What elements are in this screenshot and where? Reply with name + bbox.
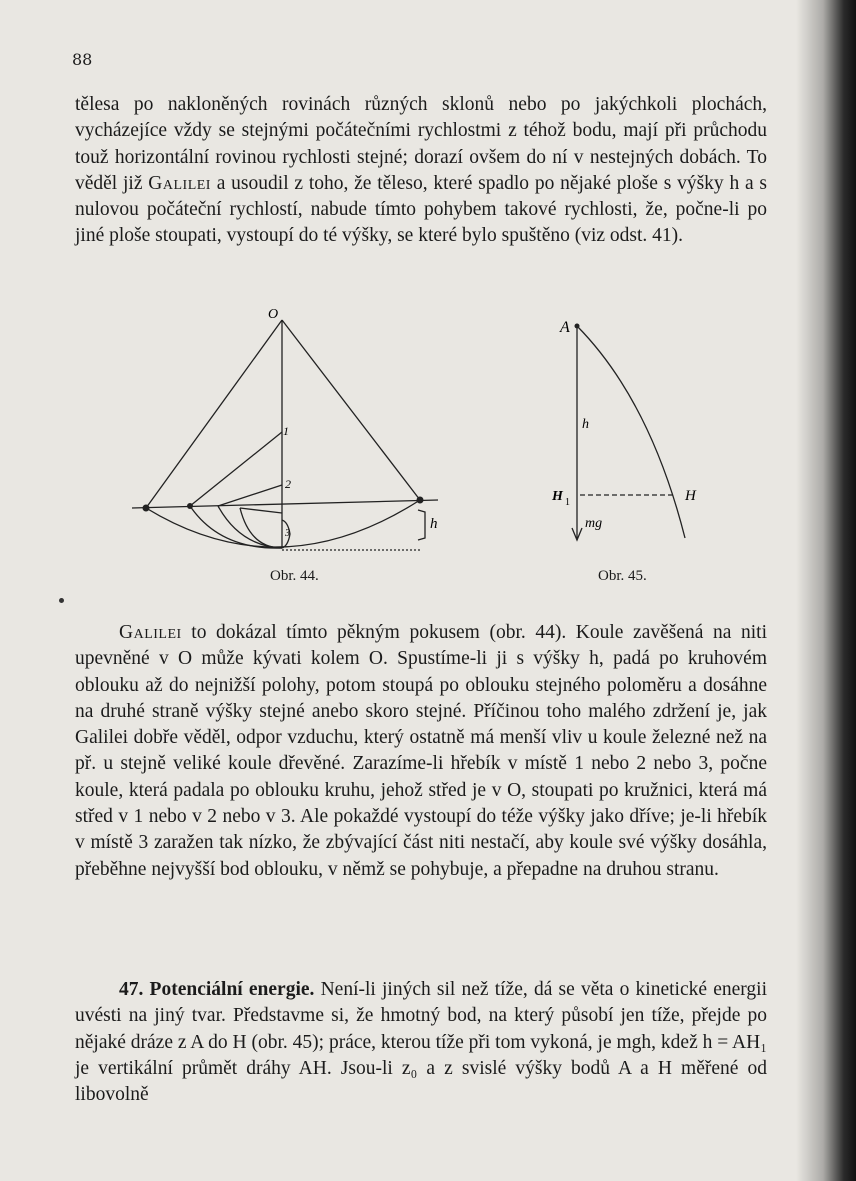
paragraph-3-text: Není-li jiných sil než tíže, dá se věta o kinetické energii uvésti na jiný tvar. Představme si, že hmotný bod, na který působí jen tíže, přejde po nějaké dráze z A do H (obr. 45); práce, kterou tíže při tom vykoná, je mgh, kdež h = AH₁ je vertikální průmět dráhy AH. Jsou-li z₀ a z svislé výšky bodů A a H měřené od libovolně bbox=[75, 979, 767, 1106]
paragraph-1-text-a: tělesa po nakloněných rovinách různých sklonů nebo po jakýchkoli plochách, vycházejíce vždy se stejnými počátečními rychlostmi z téhož bodu, mají při průchodu touž horizontální rovinou rychlosti stejné; dorazí ovšem do ní v nestejných dobách. To věděl již bbox=[75, 94, 767, 194]
label-mg: mg bbox=[585, 516, 603, 531]
paragraph-2 bbox=[75, 620, 767, 883]
label-3: 3 bbox=[285, 528, 290, 539]
label-O: O bbox=[268, 307, 279, 322]
section-heading: 47. Potenciální energie. bbox=[119, 979, 315, 1000]
figure-45-path-diagram bbox=[540, 310, 720, 550]
paragraph-2-name: Galilei bbox=[119, 622, 182, 643]
figure-44-caption: Obr. 44. bbox=[270, 568, 319, 584]
stray-mark bbox=[59, 598, 64, 603]
horizontal-level-line bbox=[132, 500, 438, 508]
figure-45-caption: Obr. 45. bbox=[598, 568, 647, 584]
string-left bbox=[146, 320, 282, 508]
label-H1: H bbox=[552, 489, 563, 504]
paragraph-1-name: Galilei bbox=[148, 172, 211, 194]
label-A: A bbox=[560, 319, 570, 336]
label-2: 2 bbox=[285, 477, 291, 491]
figure-44-pendulum-diagram bbox=[120, 300, 460, 565]
label-H: H bbox=[685, 488, 696, 504]
label-h: h bbox=[582, 417, 589, 432]
paragraph-2-text: to dokázal tímto pěkným pokusem (obr. 44). Koule zavěšená na niti upevněné v O může kývati kolem O. Spustíme-li ji s výšky h, padá po kruhovém oblouku až do nejnižší polohy, potom stoupá po oblouku stejného poloměru a dosáhne na druhé straně výšky stejné anebo skoro stejné. Příčinou toho malého zdržení je, jak Galilei dobře věděl, odpor vzduchu, který ostatně má menší vliv u koule železné než na př. u stejně veliké koule dřevěné. Zarazíme-li hřebík v místě 1 nebo 2 nebo 3, počne koule, která padala po oblouku kruhu, jehož střed je v O, stoupati po kružnici, která má střed v 1 nebo v 2 nebo v 3. Ale pokaždé vystoupí do téže výšky jako dříve; je-li hřebík v místě 3 zaražen tak nízko, že zbývající část niti nestačí, aby koule své výšky dosáhla, přeběhne nejvyšší bod oblouku, v němž se pohybuje, a přepadne na druhou stranu. bbox=[75, 622, 767, 880]
book-gutter-shadow bbox=[796, 0, 856, 1181]
paragraph-1 bbox=[75, 92, 767, 250]
label-H1-subscript: 1 bbox=[565, 497, 570, 508]
paragraph-3 bbox=[75, 977, 767, 1108]
label-1: 1 bbox=[283, 424, 289, 438]
paragraph-1-text-b: a usoudil z toho, že těleso, které spadlo po nějaké ploše s výšky h a s nulovou počáteční rychlostí, nabude tímto pohybem takové rychlosti, že, počne-li po jiné ploše stoupati, vystoupí do té výšky, se které bylo spuštěno (viz odst. 41). bbox=[75, 172, 767, 247]
page-number: 88 bbox=[72, 50, 93, 69]
path-A-to-H bbox=[577, 326, 685, 538]
string-right bbox=[282, 320, 420, 500]
label-h: h bbox=[430, 516, 438, 532]
